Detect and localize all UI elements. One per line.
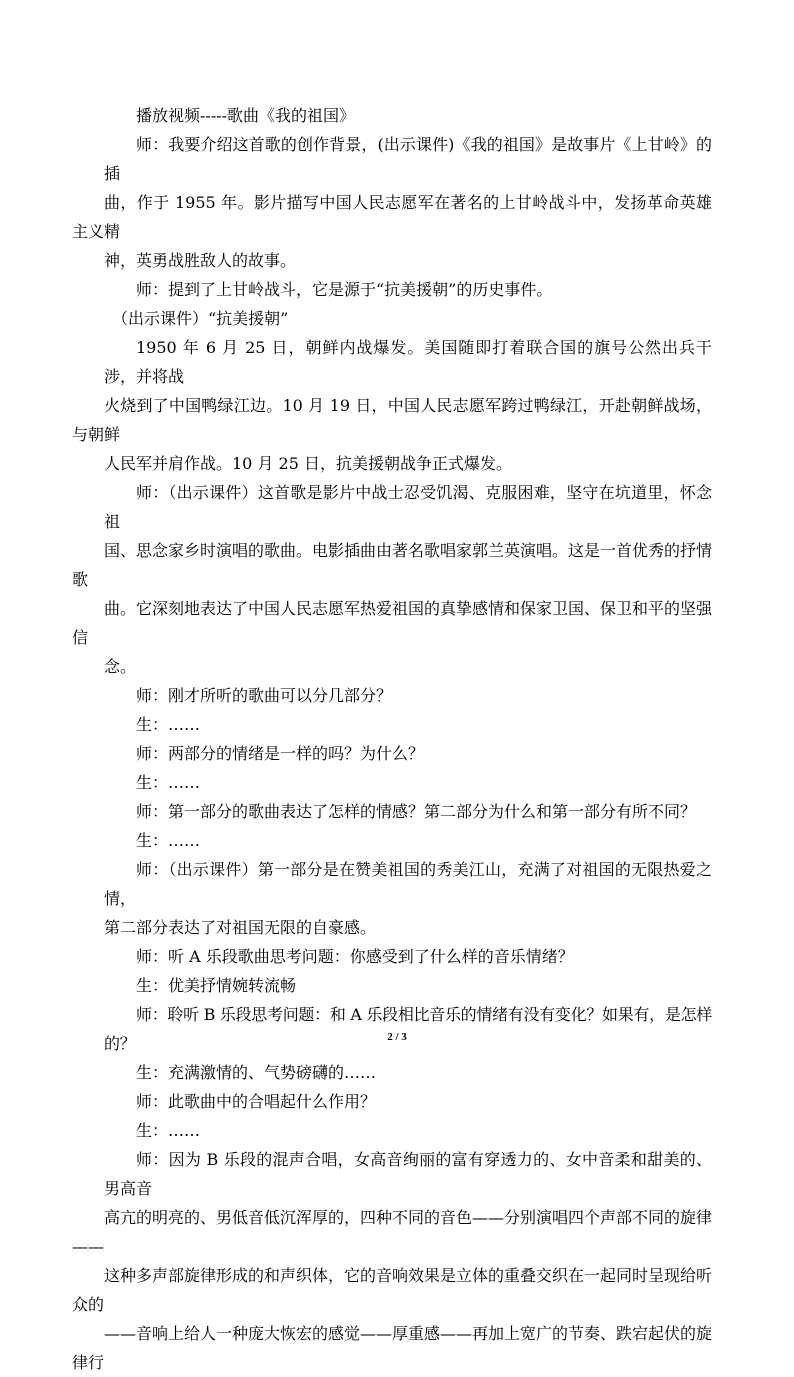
paragraph-answer-a (104, 971, 712, 1000)
text-line: 师：听 A 乐段歌曲思考问题：你感受到了什么样的音乐情绪？ (136, 947, 574, 966)
text-line: 师：刚才所听的歌曲可以分几部分？ (136, 686, 393, 705)
paragraph-history (72, 333, 712, 478)
text-line: 播放视频-----歌曲《我的祖国》 (136, 106, 356, 125)
text-line: 生：充满激情的、气势磅礴的…… (136, 1063, 377, 1082)
page-number: 2 / 3 (387, 1031, 407, 1043)
text-line: 高亢的明亮的、男低音低沉浑厚的，四种不同的音色——分别演唱四个声部不同的旋律—— (72, 1208, 713, 1256)
text-line: 火烧到了中国鸭绿江边。10 月 19 日，中国人民志愿军跨过鸭绿江，开赴朝鲜战场，与朝鲜 (72, 396, 712, 444)
text-line: 这种多声部旋律形成的和声织体，它的音响效果是立体的重叠交织在一起同时呈现给听众的 (72, 1266, 713, 1314)
text-line: 曲。它深刻地表达了中国人民志愿军热爱祖国的真挚感情和保家卫国、保卫和平的坚强信 (72, 599, 713, 647)
paragraph-question-3 (104, 797, 712, 826)
paragraph-explanation (104, 855, 712, 942)
paragraph-song-intro (72, 478, 713, 681)
paragraph-question-2 (104, 739, 712, 768)
text-line: 师：聆听 B 乐段思考问题：和 A 乐段相比音乐的情绪有没有变化？如果有，是怎样的？ (104, 1005, 712, 1053)
paragraph-answer-3 (104, 826, 712, 855)
text-line: 第二部分表达了对祖国无限的自豪感。 (104, 918, 377, 937)
text-line: 国、思念家乡时演唱的歌曲。电影插曲由著名歌唱家郭兰英演唱。这是一首优秀的抒情歌 (72, 541, 713, 589)
text-line: 念。 (104, 657, 137, 676)
text-line: 师：我要介绍这首歌的创作背景，(出示课件)《我的祖国》是故事片《上甘岭》的插 (104, 135, 712, 183)
paragraph-question-b (104, 1000, 712, 1058)
text-line: 曲，作于 1955 年。影片描写中国人民志愿军在著名的上甘岭战斗中，发扬革命英雄主义精 (72, 193, 712, 241)
text-line: 师：提到了上甘岭战斗，它是源于“抗美援朝”的历史事件。 (136, 280, 553, 299)
paragraph-answer-b (104, 1058, 712, 1087)
paragraph-shanganling (104, 275, 712, 304)
text-line: 生：…… (136, 773, 201, 792)
paragraph-question-1 (104, 681, 712, 710)
text-line: 师：两部分的情绪是一样的吗？为什么？ (136, 744, 425, 763)
paragraph-background (72, 130, 712, 275)
text-line: 师：（出示课件）这首歌是影片中战士忍受饥渴、克服困难，坚守在坑道里，怀念祖 (104, 483, 712, 531)
paragraph-answer-2 (104, 768, 712, 797)
text-line: 生：…… (136, 715, 201, 734)
document-body (72, 101, 713, 1377)
paragraph-question-chorus (104, 1087, 712, 1116)
text-line: 师：第一部分的歌曲表达了怎样的情感？第二部分为什么和第一部分有所不同？ (136, 802, 697, 821)
paragraph-question-a (104, 942, 712, 971)
text-line: 生：…… (136, 1121, 201, 1140)
text-line: 师：因为 B 乐段的混声合唱，女高音绚丽的富有穿透力的、女中音柔和甜美的、男高音 (104, 1150, 712, 1198)
text-line: 1950 年 6 月 25 日，朝鲜内战爆发。美国随即打着联合国的旗号公然出兵干涉，并将战 (104, 338, 712, 386)
text-line: 师：此歌曲中的合唱起什么作用？ (136, 1092, 377, 1111)
paragraph-chorus-explanation (72, 1145, 713, 1377)
text-line: 师：（出示课件）第一部分是在赞美祖国的秀美江山，充满了对祖国的无限热爱之情， (104, 860, 712, 908)
text-line: 人民军并肩作战。10 月 25 日，抗美援朝战争正式爆发。 (104, 454, 512, 473)
paragraph-video-title (104, 101, 712, 130)
paragraph-answer-1 (104, 710, 712, 739)
text-line: 生：…… (136, 831, 201, 850)
text-line: 生：优美抒情婉转流畅 (136, 976, 297, 995)
paragraph-answer-chorus (104, 1116, 712, 1145)
text-line: （出示课件）“抗美援朝” (112, 309, 289, 328)
text-line: ——音响上给人一种庞大恢宏的感觉——厚重感——再加上宽广的节奏、跌宕起伏的旋律行 (72, 1324, 713, 1372)
text-line: 神，英勇战胜敌人的故事。 (104, 251, 297, 270)
paragraph-courseware-heading (104, 304, 712, 333)
